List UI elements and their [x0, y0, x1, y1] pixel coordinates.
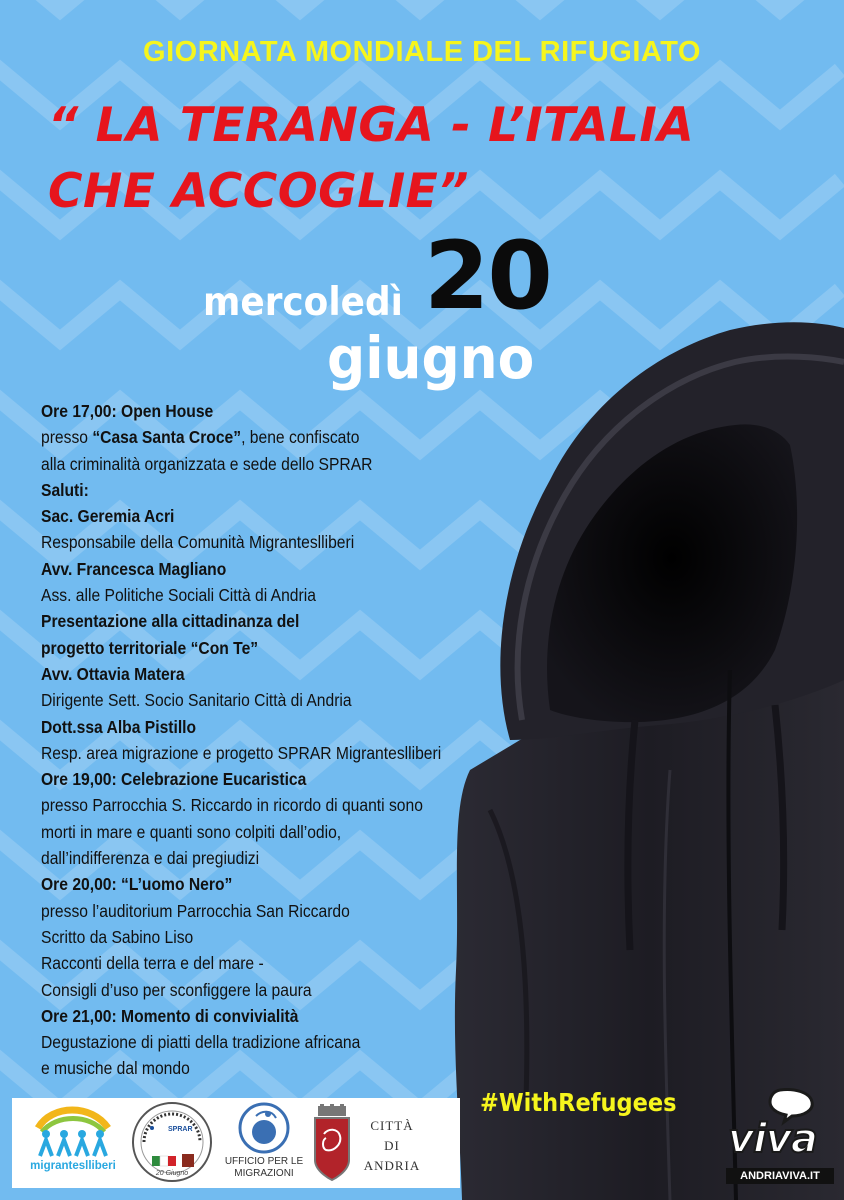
sprar-label: SPRAR	[168, 1126, 193, 1133]
program-line	[41, 740, 464, 766]
program-line	[41, 845, 464, 871]
program-line-text: morti in mare e quanti sono colpiti dall’odio,	[41, 821, 342, 842]
program-line-bold: progetto territoriale “Con Te”	[41, 637, 259, 658]
program-line	[41, 608, 464, 634]
program-line-text: Scritto da Sabino Liso	[41, 926, 194, 947]
program-line-text: e musiche dal mondo	[41, 1058, 190, 1079]
program-line-text: Consigli d’uso per sconfiggere la paura	[41, 979, 312, 1000]
citta-andria-logo	[312, 1098, 432, 1188]
program-line-bold: Ore 17,00: Open House	[41, 401, 214, 421]
program-line	[41, 503, 464, 529]
event-month: giugno	[327, 324, 535, 392]
program-line	[41, 687, 464, 713]
program-line-text: Racconti della terra e del mare -	[41, 953, 264, 974]
program-line-bold: Avv. Ottavia Matera	[41, 663, 185, 684]
program-line	[41, 977, 464, 1003]
program-line	[41, 661, 464, 687]
program-line-bold: Saluti:	[41, 479, 89, 500]
program-line	[41, 1055, 464, 1081]
program-line-text: Resp. area migrazione e progetto SPRAR Migranteslliberi	[41, 742, 442, 763]
viva-url: ANDRIAVIVA.IT	[726, 1168, 834, 1184]
program-line	[41, 556, 464, 582]
andriaviva-watermark	[724, 1086, 836, 1190]
event-heading: GIORNATA MONDIALE DEL RIFUGIATO	[143, 36, 701, 68]
ufficio-migrazioni-logo	[218, 1098, 310, 1188]
program-line	[41, 766, 464, 792]
migranti-liberi-label: migranteslliberi	[30, 1160, 116, 1172]
program-line-bold: Ore 19,00: Celebrazione Eucaristica	[41, 769, 307, 790]
program-line-text: presso Parrocchia S. Riccardo in ricordo di quanti sono	[41, 795, 423, 816]
program-line-text: Degustazione di piatti della tradizione africana	[41, 1032, 361, 1053]
partner-logos-bar	[12, 1098, 460, 1188]
program-line-bold: Dott.ssa Alba Pistillo	[41, 716, 197, 737]
program-line	[41, 714, 464, 740]
program-line	[41, 819, 464, 845]
program-line-bold: Ore 21,00: Momento di convivialità	[41, 1005, 299, 1026]
ufficio-migrazioni-label: UFFICIO PER LE MIGRAZIONI	[224, 1156, 304, 1179]
title-line-2: CHE ACCOGLIE”	[48, 164, 470, 219]
program-line-text: dall’indifferenza e dai pregiudizi	[41, 848, 260, 869]
chevron-stripe	[0, 0, 840, 10]
andria-crest-icon	[312, 1104, 352, 1186]
program-line-bold: “Casa Santa Croce”	[92, 427, 242, 448]
program-line-bold: Sac. Geremia Acri	[41, 506, 175, 527]
program-line	[41, 1029, 464, 1055]
program-line-text: Ass. alle Politiche Sociali Città di Andria	[41, 585, 316, 606]
program-line-bold: Presentazione alla cittadinanza del	[41, 611, 300, 632]
program-line	[41, 1003, 464, 1029]
people-icon	[32, 1098, 114, 1158]
program-line	[41, 950, 464, 976]
program-line	[41, 582, 464, 608]
program-line	[41, 898, 464, 924]
program-list	[41, 398, 511, 1082]
program-line-text: alla criminalità organizzata e sede dello SPRAR	[41, 453, 373, 474]
program-line-text: Responsabile della Comunità Migranteslliberi	[41, 532, 355, 553]
program-line	[41, 451, 464, 477]
citta-label-2: DI	[384, 1138, 400, 1153]
viva-logo-text: viva	[728, 1116, 817, 1162]
program-line	[41, 635, 464, 661]
program-line	[41, 529, 464, 555]
globe-icon	[218, 1098, 310, 1154]
event-day: 20	[424, 222, 551, 331]
citta-label-1: CITTÀ	[370, 1118, 414, 1133]
title-line-1: “ LA TERANGA - L’ITALIA	[48, 98, 695, 153]
program-line	[41, 477, 464, 503]
program-line-text: Dirigente Sett. Socio Sanitario Città di Andria	[41, 690, 352, 711]
program-line	[41, 792, 464, 818]
program-line	[41, 424, 464, 450]
hashtag: #WithRefugees	[480, 1088, 677, 1117]
program-line-text: presso	[41, 427, 93, 448]
event-weekday: mercoledì	[203, 280, 403, 325]
program-line-bold: Avv. Francesca Magliano	[41, 558, 227, 579]
citta-label-3: ANDRIA	[363, 1158, 421, 1173]
sprar-logo	[130, 1098, 214, 1188]
program-line-text: presso l’auditorium Parrocchia San Riccardo	[41, 900, 350, 921]
migranti-liberi-logo	[32, 1098, 114, 1188]
program-line-bold: Ore 20,00: “L’uomo Nero”	[41, 874, 233, 895]
program-line-text: , bene confiscato	[241, 427, 360, 448]
sprar-date: 20 Giugno	[155, 1170, 189, 1177]
program-line	[41, 924, 464, 950]
program-line	[41, 871, 464, 897]
program-line	[41, 398, 464, 424]
